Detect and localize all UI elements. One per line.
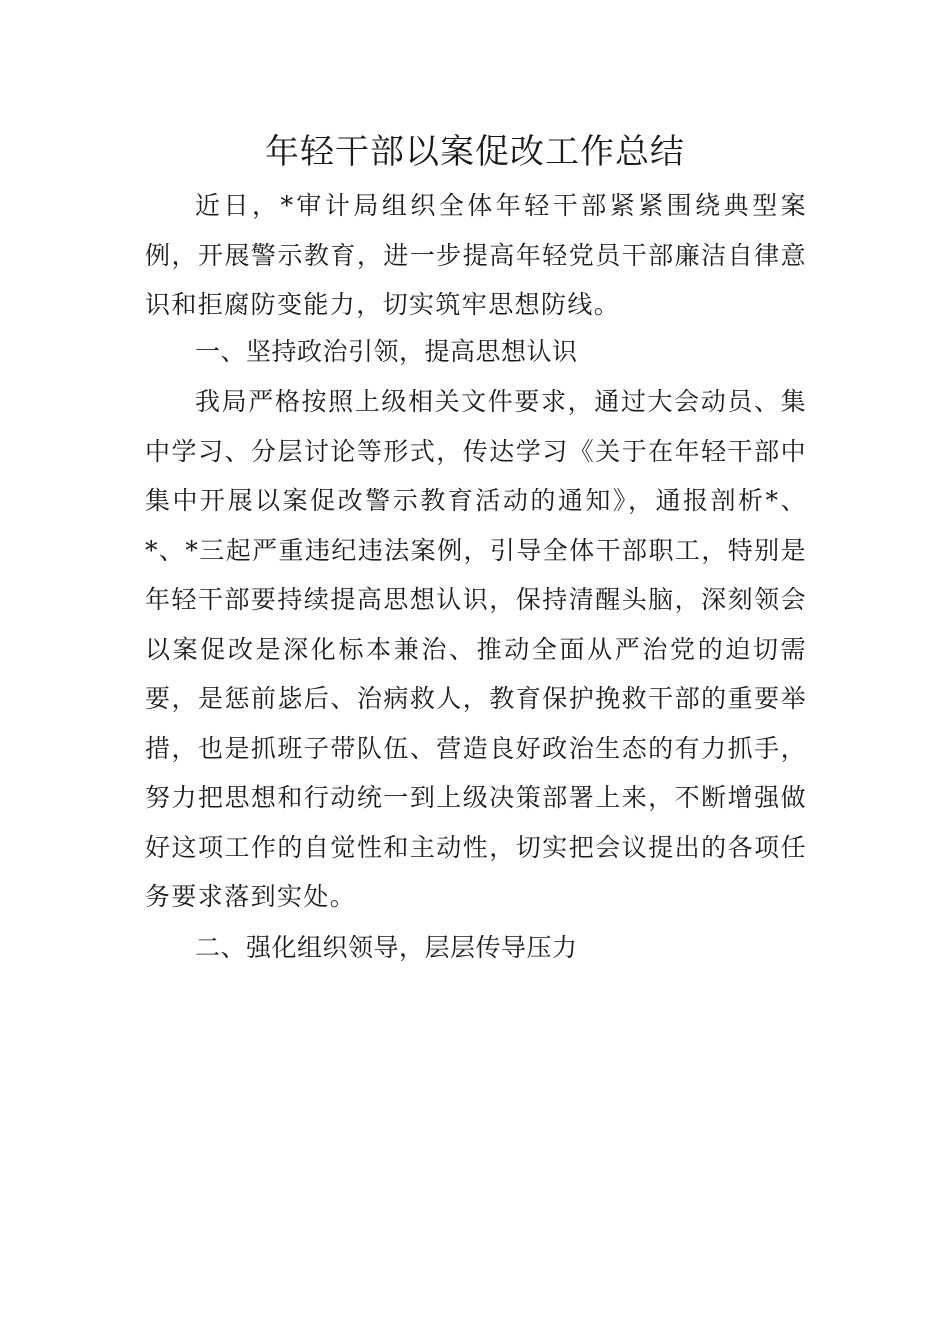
section-2-heading: 二、强化组织领导，层层传导压力 — [195, 933, 578, 962]
section-1-body: 我局严格按照上级相关文件要求，通过大会动员、集中学习、分层讨论等形式，传达学习《关于在年轻干部中集中开展以案促改警示教育活动的通知》，通报剖析*、*、*三起严重违纪违法案例，引导全体干部职工，特别是年轻干部要持续提高思想认识，保持清醒头脑，深刻领会以案促改是深化标本兼治、推动全面从严治党的迫切需要，是惩前毖后、治病救人，教育保护挽救干部的重要举措，也是抓班子带队伍、营造良好政治生态的有力抓手，努力把思想和行动统一到上级决策部署上来，不断增强做好这项工作的自觉性和主动性，切实把会议提出的各项任务要求落到实处。 — [145, 387, 807, 911]
document-title: 年轻干部以案促改工作总结 — [265, 132, 685, 172]
intro-paragraph: 近日，*审计局组织全体年轻干部紧紧围绕典型案例，开展警示教育，进一步提高年轻党员干部廉洁自律意识和拒腐防变能力，切实筑牢思想防线。 — [145, 191, 807, 319]
section-1-heading: 一、坚持政治引领，提高思想认识 — [195, 337, 578, 366]
